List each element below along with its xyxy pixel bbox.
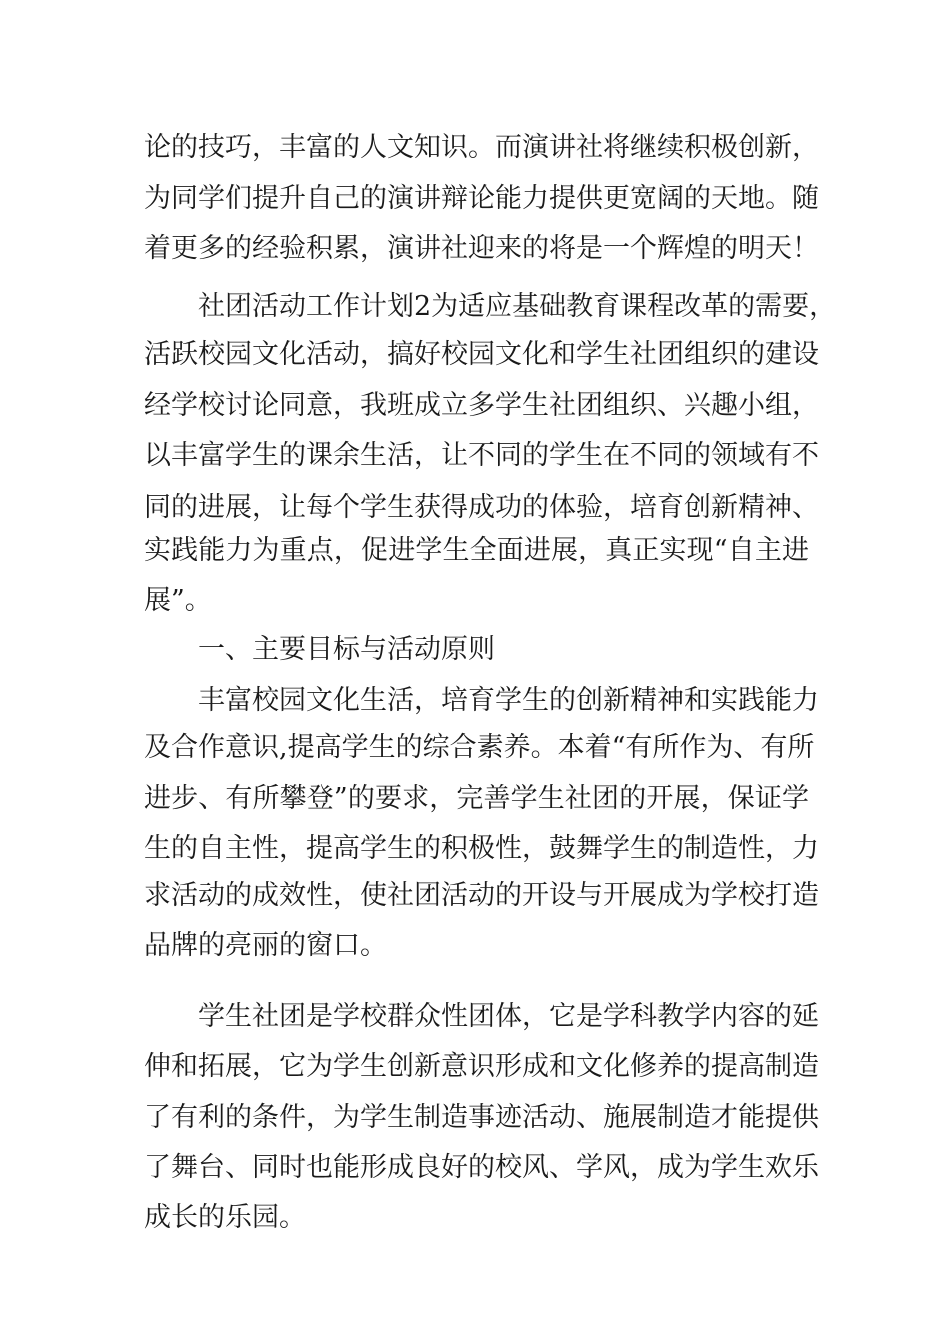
text-line: 求活动的成效性，使社团活动的开设与开展成为学校打造: [144, 880, 819, 911]
text-line: 展”。: [144, 585, 212, 616]
text-line: 品牌的亮丽的窗口。: [144, 930, 387, 961]
text-line: 了舞台、同时也能形成良好的校风、学风，成为学生欢乐: [144, 1152, 819, 1183]
paragraph-first-line: 社团活动工作计划2为适应基础教育课程改革的需要，: [198, 291, 837, 322]
text-line: 生的自主性，提高学生的积极性，鼓舞学生的制造性，力: [144, 833, 819, 864]
text-line: 以丰富学生的课余生活，让不同的学生在不同的领域有不: [144, 440, 819, 471]
text-line: 及合作意识,提高学生的综合素养。本着“有所作为、有所: [144, 732, 815, 763]
paragraph-first-line: 学生社团是学校群众性团体，它是学科教学内容的延: [198, 1001, 819, 1032]
text-line: 着更多的经验积累，演讲社迎来的将是一个辉煌的明天！: [144, 233, 819, 264]
text-line: 进步、有所攀登”的要求，完善学生社团的开展，保证学: [144, 783, 809, 814]
section-heading: 一、主要目标与活动原则: [198, 634, 495, 665]
text-line: 同的进展，让每个学生获得成功的体验，培育创新精神、: [144, 492, 819, 523]
text-line: 了有利的条件，为学生制造事迹活动、施展制造才能提供: [144, 1102, 819, 1133]
text-line: 活跃校园文化活动，搞好校园文化和学生社团组织的建设: [144, 339, 819, 370]
text-line: 经学校讨论同意，我班成立多学生社团组织、兴趣小组，: [144, 390, 819, 421]
text-line: 论的技巧，丰富的人文知识。而演讲社将继续积极创新，: [144, 132, 819, 163]
paragraph-first-line: 丰富校园文化生活，培育学生的创新精神和实践能力: [198, 685, 819, 716]
text-line: 为同学们提升自己的演讲辩论能力提供更宽阔的天地。随: [144, 183, 819, 214]
text-line: 伸和拓展，它为学生创新意识形成和文化修养的提高制造: [144, 1051, 819, 1082]
text-line: 实践能力为重点，促进学生全面进展，真正实现“自主进: [144, 535, 809, 566]
text-line: 成长的乐园。: [144, 1202, 306, 1233]
